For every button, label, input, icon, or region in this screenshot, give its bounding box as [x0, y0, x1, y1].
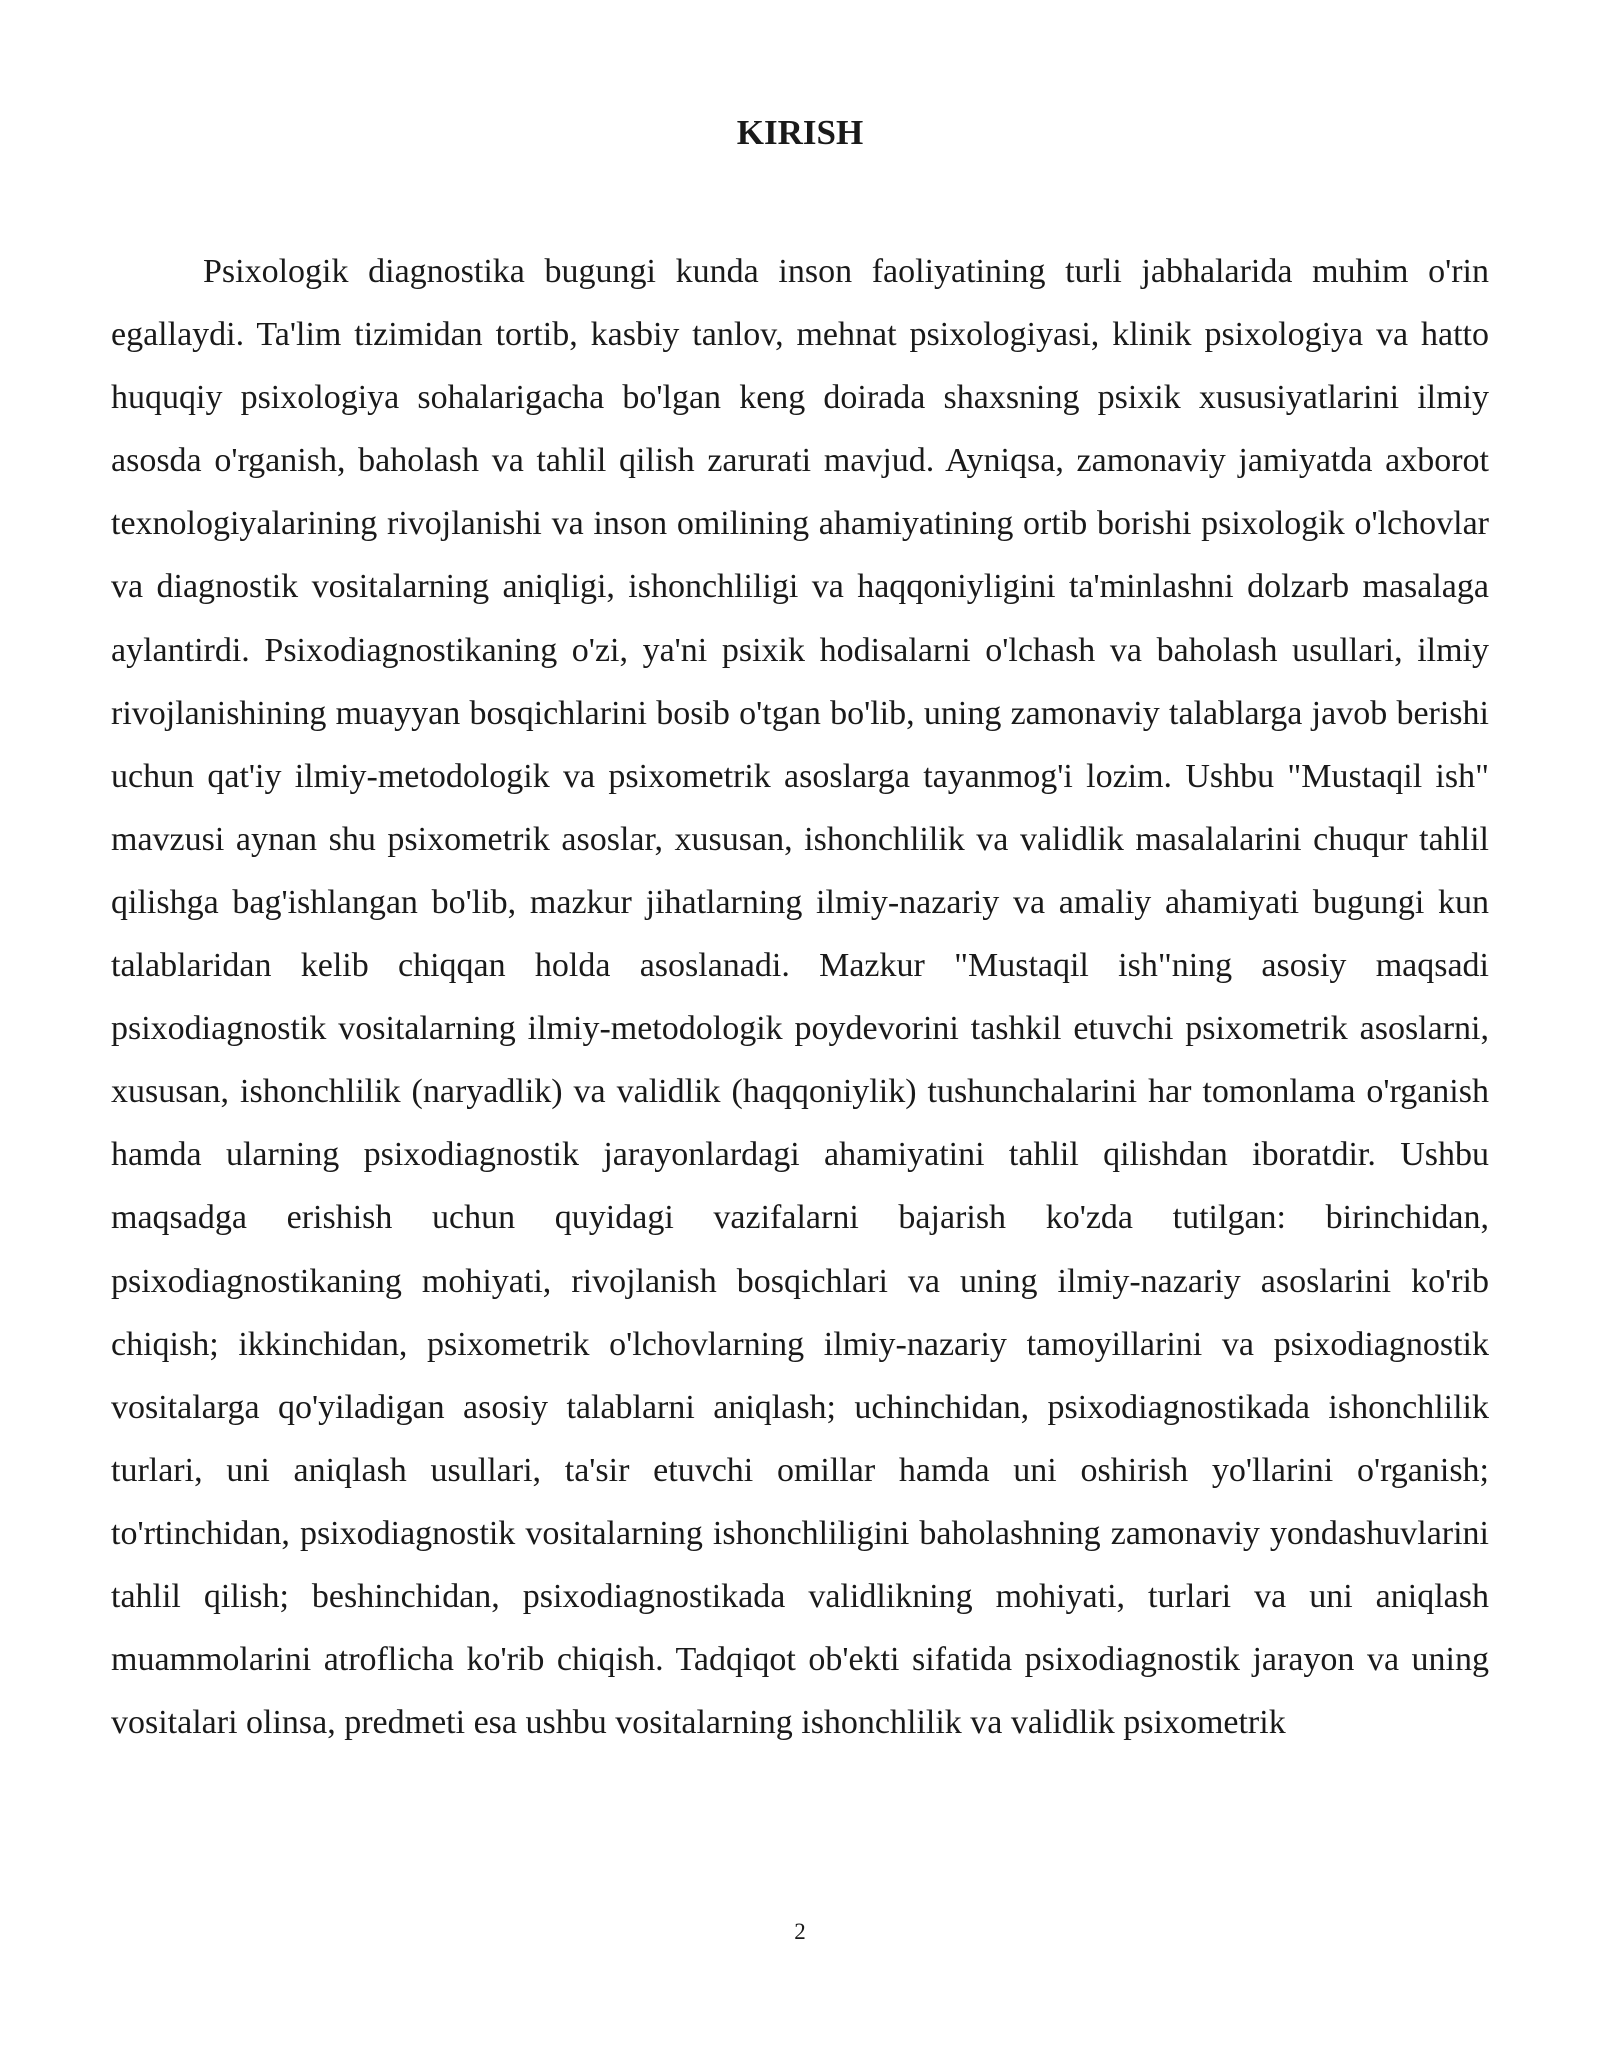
body-paragraph: Psixologik diagnostika bugungi kunda inson faoliyatining turli jabhalarida muhim o'rin egallaydi. Ta'lim tizimidan tortib, kasbiy tanlov, mehnat psixologiyasi, klinik psixologiya va hatto huquqiy psixologiya sohalarigacha bo'lgan keng doirada shaxsning psixik xususiyatlarini ilmiy asosda o'rganish, baholash va tahlil qilish zarurati mavjud. Ayniqsa, zamonaviy jamiyatda axborot texnologiyalarining rivojlanishi va inson omilining ahamiyatining ortib borishi psixologik o'lchovlar va diagnostik vositalarning aniqligi, ishonchliligi va haqqoniyligini ta'minlashni dolzarb masalaga aylantirdi. Psixodiagnostikaning o'zi, ya'ni psixik hodisalarni o'lchash va baholash usullari, ilmiy rivojlanishining muayyan bosqichlarini bosib o'tgan bo'lib, uning zamonaviy talablarga javob berishi uchun qat'iy ilmiy-metodologik va psixometrik asoslarga tayanmog'i lozim. Ushbu "Mustaqil ish" mavzusi aynan shu psixometrik asoslar, xususan, ishonchlilik va validlik masalalarini chuqur tahlil qilishga bag'ishlangan bo'lib, mazkur jihatlarning ilmiy-nazariy va amaliy ahamiyati bugungi kun talablaridan kelib chiqqan holda asoslanadi. Mazkur "Mustaqil ish"ning asosiy maqsadi psixodiagnostik vositalarning ilmiy-metodologik poydevorini tashkil etuvchi psixometrik asoslarni, xususan, ishonchlilik (naryadlik) va validlik (haqqoniylik) tushunchalarini har tomonlama o'rganish hamda ularning psixodiagnostik jarayonlardagi ahamiyatini tahlil qilishdan iboratdir. Ushbu maqsadga erishish uchun quyidagi vazifalarni bajarish ko'zda tutilgan: birinchidan, psixodiagnostikaning mohiyati, rivojlanish bosqichlari va uning ilmiy-nazariy asoslarini ko'rib chiqish; ikkinchidan, psixometrik o'lchovlarning ilmiy-nazariy tamoyillarini va psixodiagnostik vositalarga qo'yiladigan asosiy talablarni aniqlash; uchinchidan, psixodiagnostikada ishonchlilik turlari, uni aniqlash usullari, ta'sir etuvchi omillar hamda uni oshirish yo'llarini o'rganish; to'rtinchidan, psixodiagnostik vositalarning ishonchliligini baholashning zamonaviy yondashuvlarini tahlil qilish; beshinchidan, psixodiagnostikada validlikning mohiyati, turlari va uni aniqlash muammolarini atroflicha ko'rib chiqish. Tadqiqot ob'ekti sifatida psixodiagnostik jarayon va uning vositalari olinsa, predmeti esa ushbu vositalarning ishonchlilik va validlik psixometrik [111, 253, 1489, 1742]
page-number: 2 [794, 1919, 806, 1944]
section-title: KIRISH [736, 113, 864, 152]
